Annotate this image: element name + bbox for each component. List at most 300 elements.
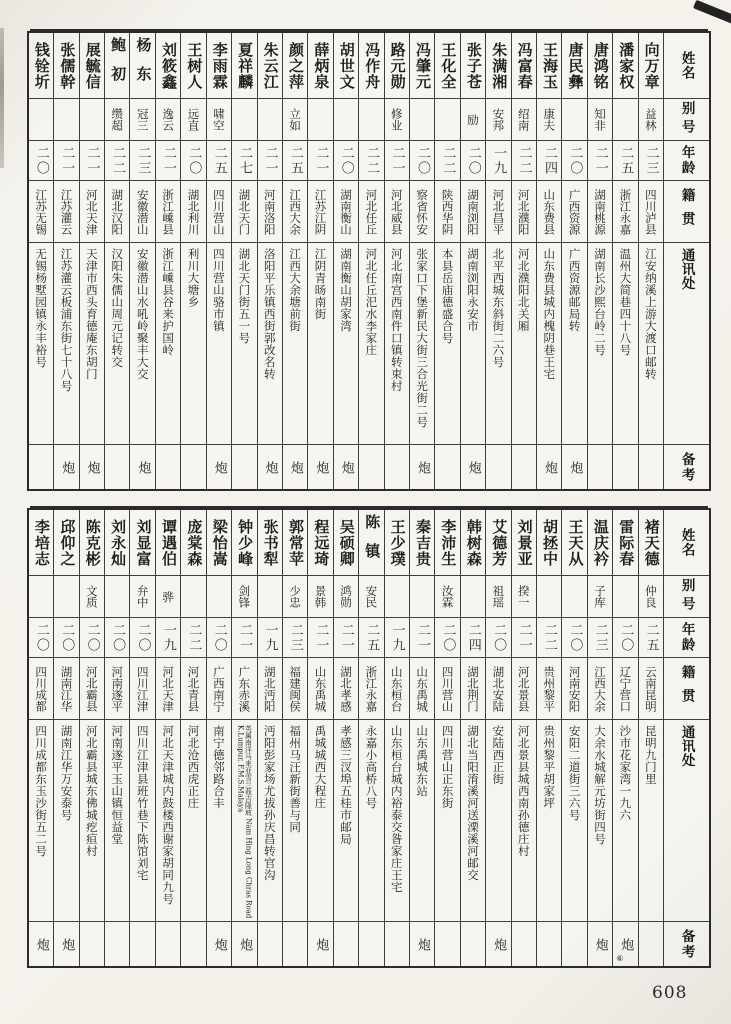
address-cell — [588, 720, 612, 922]
entry-column — [129, 510, 154, 966]
age-cell — [181, 141, 205, 181]
address-cell — [232, 243, 256, 445]
alias-cell — [385, 576, 409, 618]
native-place-cell — [80, 658, 104, 720]
age-cell-text: 一九 — [389, 622, 405, 653]
name-cell — [334, 33, 358, 99]
entry-column — [333, 510, 358, 966]
address-cell-text: 四川营山骆市镇 — [211, 248, 226, 332]
native-place-cell-text: 山东禹城 — [415, 665, 430, 712]
age-cell — [54, 618, 78, 658]
age-cell — [461, 618, 485, 658]
native-place-cell — [562, 658, 586, 720]
native-place-cell-text: 江西大余 — [288, 188, 303, 235]
entry-column — [511, 510, 536, 966]
age-cell-text: 二一 — [414, 622, 430, 653]
age-cell — [283, 141, 307, 181]
entry-column — [180, 510, 205, 966]
age-cell-text: 二〇 — [135, 622, 151, 653]
remark-cell-text: 炮 — [414, 460, 430, 474]
native-place-cell-text: 湖南衡山 — [338, 188, 353, 235]
address-cell-text: 河北南宫西南件口镇转束村 — [389, 248, 404, 392]
native-place-cell — [29, 181, 53, 243]
name-cell — [486, 510, 510, 576]
native-place-cell-text: 河北霸县 — [84, 665, 99, 712]
alias-cell-text: 仲良 — [643, 585, 658, 608]
address-cell — [207, 720, 231, 922]
entry-column — [29, 510, 53, 966]
alias-cell — [232, 576, 256, 618]
age-cell — [334, 141, 358, 181]
name-cell-text: 冯富春 — [515, 41, 534, 90]
age-cell-text: 二〇 — [567, 622, 583, 653]
name-cell-text: 陈镇 — [363, 513, 382, 572]
alias-cell-text: 鸿勋 — [338, 585, 353, 608]
remark-cell-text: 炮 — [313, 937, 329, 951]
entry-column — [282, 33, 307, 489]
alias-cell — [156, 99, 180, 141]
age-cell-text: 二三 — [643, 145, 659, 176]
native-place-cell — [105, 658, 129, 720]
alias-cell-text: 康夫 — [542, 108, 557, 131]
name-cell-text: 雷际春 — [617, 518, 636, 567]
age-cell-text: 二五 — [364, 622, 380, 653]
native-place-cell-text: 湖北沔阳 — [262, 665, 277, 712]
address-cell-text: 贵州黎平胡家坪 — [542, 725, 557, 809]
age-cell-text: 二一 — [516, 622, 532, 653]
age-cell-text: 二一 — [389, 145, 405, 176]
entry-column — [561, 510, 586, 966]
alias-cell-text: 骅 — [161, 590, 176, 603]
age-cell-text: 二〇 — [110, 622, 126, 653]
entry-column — [104, 510, 129, 966]
name-cell — [613, 510, 637, 576]
age-cell — [232, 141, 256, 181]
age-cell-text: 二〇 — [440, 622, 456, 653]
address-cell-text: 山东禹城东站 — [415, 725, 430, 797]
name-cell-text: 王天从 — [566, 518, 585, 567]
name-cell-text: 谭遇伯 — [159, 518, 178, 567]
alias-cell — [461, 576, 485, 618]
remark-cell — [334, 922, 358, 966]
age-cell-text: 一九 — [491, 145, 507, 176]
age-cell — [512, 141, 536, 181]
age-cell-text: 二〇 — [338, 145, 354, 176]
address-cell — [80, 243, 104, 445]
scan-artifact-edge — [0, 28, 4, 168]
alias-cell-text: 安邦 — [491, 108, 506, 131]
address-cell-text: 四川江津县班竹巷下陈馆刘宅 — [135, 725, 150, 881]
address-cell — [232, 720, 256, 922]
remark-cell-text: 炮 — [465, 460, 481, 474]
native-place-cell — [461, 658, 485, 720]
alias-cell — [486, 99, 510, 141]
entry-column — [587, 33, 612, 489]
address-cell — [308, 243, 332, 445]
entry-column — [358, 33, 383, 489]
native-place-cell — [156, 181, 180, 243]
address-cell — [486, 720, 510, 922]
name-cell-text: 鲍初 — [109, 36, 128, 95]
alias-cell — [207, 576, 231, 618]
entry-column — [129, 33, 154, 489]
age-cell — [613, 618, 637, 658]
remark-cell-text: 炮 — [567, 460, 583, 474]
entry-column — [231, 510, 256, 966]
native-place-cell-text: 河南洛阳 — [262, 188, 277, 235]
remark-cell — [588, 445, 612, 489]
age-cell — [283, 618, 307, 658]
native-place-cell — [512, 181, 536, 243]
remark-cell — [181, 445, 205, 489]
address-cell-text: 浙江嵊县谷来护国岭 — [161, 248, 176, 356]
remark-cell — [334, 445, 358, 489]
age-cell — [435, 141, 459, 181]
name-cell-text: 梁怡嵩 — [210, 518, 229, 567]
header-age-label: 年龄 — [678, 622, 695, 653]
address-cell-text: 英属南洋马来亚雪兰莪吉隆坡 Nam Hing Long Chras Road K.Lumpur, F.M.S.Malaya — [236, 725, 253, 919]
registry-table-top — [27, 31, 711, 491]
entry-column — [638, 33, 663, 489]
header-alias-label: 别号 — [678, 578, 695, 615]
age-cell — [105, 141, 129, 181]
remark-cell-text: 炮 — [338, 460, 354, 474]
name-cell — [537, 510, 561, 576]
age-cell — [562, 141, 586, 181]
entry-column — [307, 510, 332, 966]
remark-cell — [29, 922, 53, 966]
native-place-cell — [537, 181, 561, 243]
address-cell — [385, 720, 409, 922]
age-cell-text: 二〇 — [465, 145, 481, 176]
remark-cell — [232, 922, 256, 966]
address-cell — [207, 243, 231, 445]
header-column — [663, 33, 709, 489]
entry-column — [155, 33, 180, 489]
name-cell-text: 杨东 — [134, 36, 153, 95]
native-place-cell — [334, 181, 358, 243]
remark-cell-text: 炮 — [414, 937, 430, 951]
address-cell-text: 广西资源邮局转 — [567, 248, 582, 332]
age-cell-text: 二五 — [618, 145, 634, 176]
alias-cell — [308, 99, 332, 141]
remark-cell — [435, 922, 459, 966]
address-cell-text: 沙市花家湾一九六 — [618, 725, 633, 821]
name-cell — [537, 33, 561, 99]
address-cell — [156, 243, 180, 445]
address-cell — [486, 243, 510, 445]
age-cell — [308, 141, 332, 181]
remark-cell — [156, 445, 180, 489]
alias-cell — [359, 576, 383, 618]
address-cell-text: 昆明九门里 — [643, 725, 658, 785]
address-cell — [512, 720, 536, 922]
name-cell-text: 刘显富 — [134, 518, 153, 567]
header-native-place — [664, 181, 709, 243]
alias-cell-text: 修业 — [389, 108, 404, 131]
entry-column — [485, 33, 510, 489]
address-cell-text: 洛阳平乐镇西街郭改名转 — [262, 248, 277, 380]
address-cell — [181, 720, 205, 922]
alias-cell — [130, 99, 154, 141]
alias-cell — [512, 576, 536, 618]
address-cell-text: 河北任丘汜水李家庄 — [364, 248, 379, 356]
entry-column — [333, 33, 358, 489]
remark-cell — [435, 445, 459, 489]
address-cell-text: 福州马汪新街善与同 — [288, 725, 303, 833]
name-cell-text: 庞棠森 — [185, 518, 204, 567]
native-place-cell-text: 江西大余 — [593, 665, 608, 712]
alias-cell — [156, 576, 180, 618]
remark-cell-text: 炮 — [541, 460, 557, 474]
address-cell — [105, 243, 129, 445]
address-cell-text: 安徽潜山水吼岭聚丰大交 — [135, 248, 150, 380]
native-place-cell-text: 山东桓台 — [389, 665, 404, 712]
native-place-cell-text: 河北天津 — [161, 665, 176, 712]
name-cell — [385, 510, 409, 576]
name-cell — [385, 33, 409, 99]
alias-cell — [359, 99, 383, 141]
name-cell — [181, 33, 205, 99]
name-cell-text: 王少璞 — [388, 518, 407, 567]
entry-column — [485, 510, 510, 966]
entry-column — [79, 33, 104, 489]
age-cell — [562, 618, 586, 658]
remark-cell-text: 炮 — [237, 937, 253, 951]
name-cell — [29, 33, 53, 99]
age-cell — [512, 618, 536, 658]
name-cell — [283, 510, 307, 576]
name-cell — [334, 510, 358, 576]
alias-cell — [410, 99, 434, 141]
alias-cell-text: 励 — [465, 113, 480, 126]
remark-cell — [639, 445, 663, 489]
address-cell-text: 江安纳溪上游大渡口邮转 — [643, 248, 658, 380]
name-cell — [54, 33, 78, 99]
address-cell — [105, 720, 129, 922]
header-age-label: 年龄 — [678, 145, 695, 176]
age-cell — [410, 141, 434, 181]
alias-cell-text: 远直 — [186, 108, 201, 131]
entry-column — [536, 510, 561, 966]
alias-cell — [486, 576, 510, 618]
address-cell — [130, 243, 154, 445]
alias-cell — [258, 99, 282, 141]
age-cell — [588, 141, 612, 181]
native-place-cell — [562, 181, 586, 243]
address-cell-text: 温州大简巷四十八号 — [618, 248, 633, 356]
native-place-cell — [639, 658, 663, 720]
native-place-cell — [537, 658, 561, 720]
native-place-cell-text: 江苏江阴 — [313, 188, 328, 235]
age-cell-text: 二一 — [84, 145, 100, 176]
native-place-cell — [334, 658, 358, 720]
alias-cell — [588, 99, 612, 141]
name-cell-text: 陈克彬 — [83, 518, 102, 567]
header-alias-label: 别号 — [678, 101, 695, 138]
native-place-cell — [207, 658, 231, 720]
alias-cell-text: 冠三 — [135, 108, 150, 131]
native-place-cell — [486, 658, 510, 720]
name-cell — [308, 33, 332, 99]
alias-cell — [130, 576, 154, 618]
entry-column — [612, 33, 637, 489]
name-cell — [359, 33, 383, 99]
remark-cell — [283, 445, 307, 489]
name-cell-text: 刘永灿 — [109, 518, 128, 567]
native-place-cell-text: 察省怀安 — [415, 188, 430, 235]
native-place-cell — [613, 181, 637, 243]
age-cell — [130, 618, 154, 658]
age-cell-text: 二二 — [516, 145, 532, 176]
remark-cell — [359, 445, 383, 489]
address-cell — [435, 720, 459, 922]
age-cell-text: 二五 — [287, 145, 303, 176]
native-place-cell-text: 湖南桃源 — [593, 188, 608, 235]
native-place-cell-text: 江苏无锡 — [34, 188, 49, 235]
name-cell — [410, 33, 434, 99]
entry-column — [206, 33, 231, 489]
alias-cell — [105, 576, 129, 618]
entry-column — [638, 510, 663, 966]
age-cell-text: 二二 — [440, 145, 456, 176]
age-cell — [156, 141, 180, 181]
name-cell — [207, 510, 231, 576]
remark-cell — [385, 445, 409, 489]
address-cell-text: 无锡杨墅园镇永丰裕号 — [34, 248, 49, 368]
age-cell — [308, 618, 332, 658]
age-cell-text: 二一 — [262, 145, 278, 176]
age-cell — [461, 141, 485, 181]
remark-cell — [461, 922, 485, 966]
native-place-cell — [359, 658, 383, 720]
address-cell-text: 永嘉小高桥八号 — [364, 725, 379, 809]
address-cell — [537, 720, 561, 922]
native-place-cell — [410, 658, 434, 720]
address-cell — [181, 243, 205, 445]
name-cell-text: 胡拯中 — [541, 518, 560, 567]
entry-column — [434, 33, 459, 489]
name-cell-text: 潘家权 — [617, 41, 636, 90]
alias-cell-text: 汝霖 — [440, 585, 455, 608]
age-cell-text: 二一 — [592, 145, 608, 176]
native-place-cell — [359, 181, 383, 243]
native-place-cell-text: 山东费县 — [542, 188, 557, 235]
native-place-cell-text: 四川江津 — [135, 665, 150, 712]
age-cell-text: 二五 — [211, 145, 227, 176]
name-cell — [181, 510, 205, 576]
age-cell-text: 二〇 — [59, 622, 75, 653]
native-place-cell — [181, 181, 205, 243]
name-cell — [232, 510, 256, 576]
remark-note: ⑥ — [616, 954, 624, 963]
age-cell-text: 二一 — [338, 622, 354, 653]
age-cell — [639, 141, 663, 181]
name-cell — [588, 510, 612, 576]
entry-column — [79, 510, 104, 966]
age-cell — [54, 141, 78, 181]
name-cell-text: 颜之萍 — [286, 41, 305, 90]
name-cell — [232, 33, 256, 99]
address-cell-text: 四川营山正东街 — [440, 725, 455, 809]
age-cell — [588, 618, 612, 658]
age-cell-text: 二四 — [465, 622, 481, 653]
native-place-cell-text: 江苏灌云 — [59, 188, 74, 235]
remark-cell — [461, 445, 485, 489]
remark-cell-text: 炮 — [287, 460, 303, 474]
entry-column — [511, 33, 536, 489]
address-cell-text: 天津市西头育德庵东胡门 — [84, 248, 99, 380]
native-place-cell-text: 浙江嵊县 — [161, 188, 176, 235]
name-cell — [54, 510, 78, 576]
address-cell-text: 沔阳彭家场尤拔孙庆昌转官沟 — [262, 725, 277, 881]
age-cell-text: 二〇 — [211, 622, 227, 653]
name-cell-text: 吴硕卿 — [337, 518, 356, 567]
alias-cell — [537, 99, 561, 141]
address-cell — [537, 243, 561, 445]
header-address — [664, 720, 709, 922]
age-cell-text: 二〇 — [33, 145, 49, 176]
name-cell — [105, 33, 129, 99]
native-place-cell-text: 四川成都 — [34, 665, 49, 712]
native-place-cell — [181, 658, 205, 720]
name-cell-text: 刘筱鑫 — [159, 41, 178, 90]
entry-column — [231, 33, 256, 489]
remark-cell — [207, 922, 231, 966]
remark-cell — [156, 922, 180, 966]
native-place-cell-text: 河北昌平 — [491, 188, 506, 235]
address-cell-text: 湖北天门街五一号 — [237, 248, 252, 344]
age-cell-text: 二一 — [160, 145, 176, 176]
remark-cell — [258, 922, 282, 966]
header-address — [664, 243, 709, 445]
address-cell — [613, 720, 637, 922]
entry-column — [282, 510, 307, 966]
alias-cell-text: 立如 — [288, 108, 303, 131]
entry-column — [358, 510, 383, 966]
alias-cell — [207, 99, 231, 141]
remark-cell-text: 炮 — [211, 460, 227, 474]
native-place-cell-text: 湖北汉阳 — [110, 188, 125, 235]
name-cell — [410, 510, 434, 576]
native-place-cell — [385, 658, 409, 720]
remark-cell-text: 炮 — [59, 460, 75, 474]
native-place-cell-text: 河北濮阳 — [516, 188, 531, 235]
alias-cell — [385, 99, 409, 141]
name-cell-text: 路元勋 — [388, 41, 407, 90]
age-cell-text: 二〇 — [33, 622, 49, 653]
age-cell — [613, 141, 637, 181]
alias-cell-text: 少忠 — [288, 585, 303, 608]
remark-cell-text: 炮 — [618, 937, 634, 951]
header-name — [664, 510, 709, 576]
alias-cell — [435, 99, 459, 141]
address-cell-text: 北平西城东斜街二六号 — [491, 248, 506, 368]
address-cell-text: 张家口下堡新民大街三合光街二号 — [415, 248, 430, 428]
header-alias — [664, 576, 709, 618]
name-cell-text: 褚天德 — [642, 518, 661, 567]
remark-cell — [105, 445, 129, 489]
header-address-label: 通讯处 — [678, 248, 695, 290]
alias-cell — [562, 99, 586, 141]
name-cell — [258, 510, 282, 576]
native-place-cell-text: 湖北天门 — [237, 188, 252, 235]
address-cell — [29, 720, 53, 922]
native-place-cell — [105, 181, 129, 243]
native-place-cell-text: 湖南浏阳 — [465, 188, 480, 235]
header-name-label: 姓名 — [678, 528, 695, 557]
name-cell-text: 王树人 — [185, 41, 204, 90]
